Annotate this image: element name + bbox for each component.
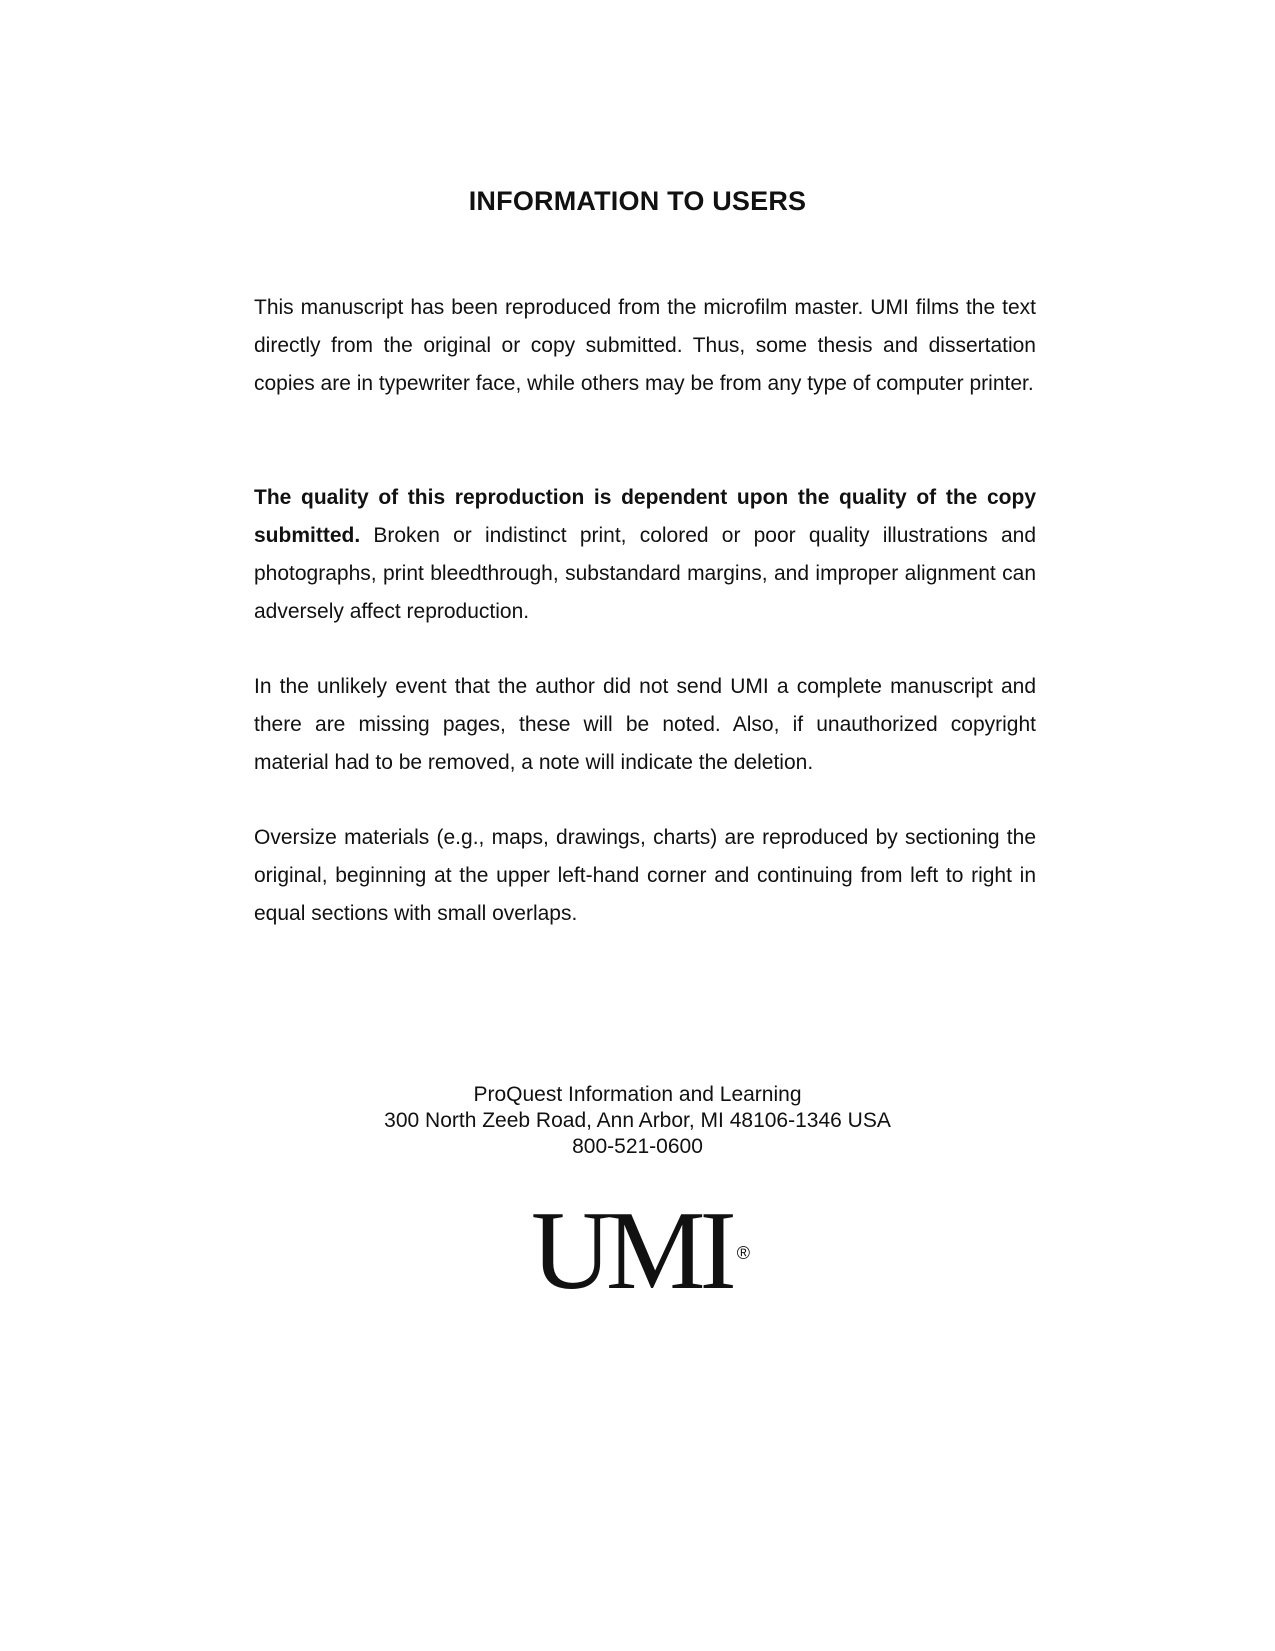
paragraph-oversize-materials: Oversize materials (e.g., maps, drawings, charts) are reproduced by sectioning the original, beginning at the upper left-hand corner and continuing from left to right in equal sections with small overlaps. xyxy=(254,826,1036,925)
quality-notice-details: Broken or indistinct print, colored or poor quality illustrations and photographs, print bleedthrough, substandard margins, and improper alignment can adversely affect reproduction. xyxy=(254,524,1036,623)
publisher-address-block xyxy=(0,1082,1275,1160)
quality-notice-emphasis: The quality of this reproduction is dependent upon the quality of the copy submitted. xyxy=(254,486,1036,547)
umi-logo xyxy=(0,1189,1275,1313)
paragraph-quality-notice xyxy=(254,479,1036,631)
paragraph-reproduction-source: This manuscript has been reproduced from the microfilm master. UMI films the text directly from the original or copy submitted. Thus, some thesis and dissertation copies are in typewriter face, while others may be from any type of computer printer. xyxy=(254,296,1036,395)
publisher-name: ProQuest Information and Learning xyxy=(473,1083,802,1106)
publisher-street-address: 300 North Zeeb Road, Ann Arbor, MI 48106-1346 USA xyxy=(384,1109,891,1132)
registered-mark-icon: ® xyxy=(736,1243,751,1263)
paragraph-missing-pages: In the unlikely event that the author did not send UMI a complete manuscript and there are missing pages, these will be noted. Also, if unauthorized copyright material had to be removed, a note will indicate the deletion. xyxy=(254,675,1036,774)
publisher-phone: 800-521-0600 xyxy=(572,1135,703,1158)
page-title: INFORMATION TO USERS xyxy=(468,186,807,216)
umi-logo-text: UMI xyxy=(530,1189,731,1313)
